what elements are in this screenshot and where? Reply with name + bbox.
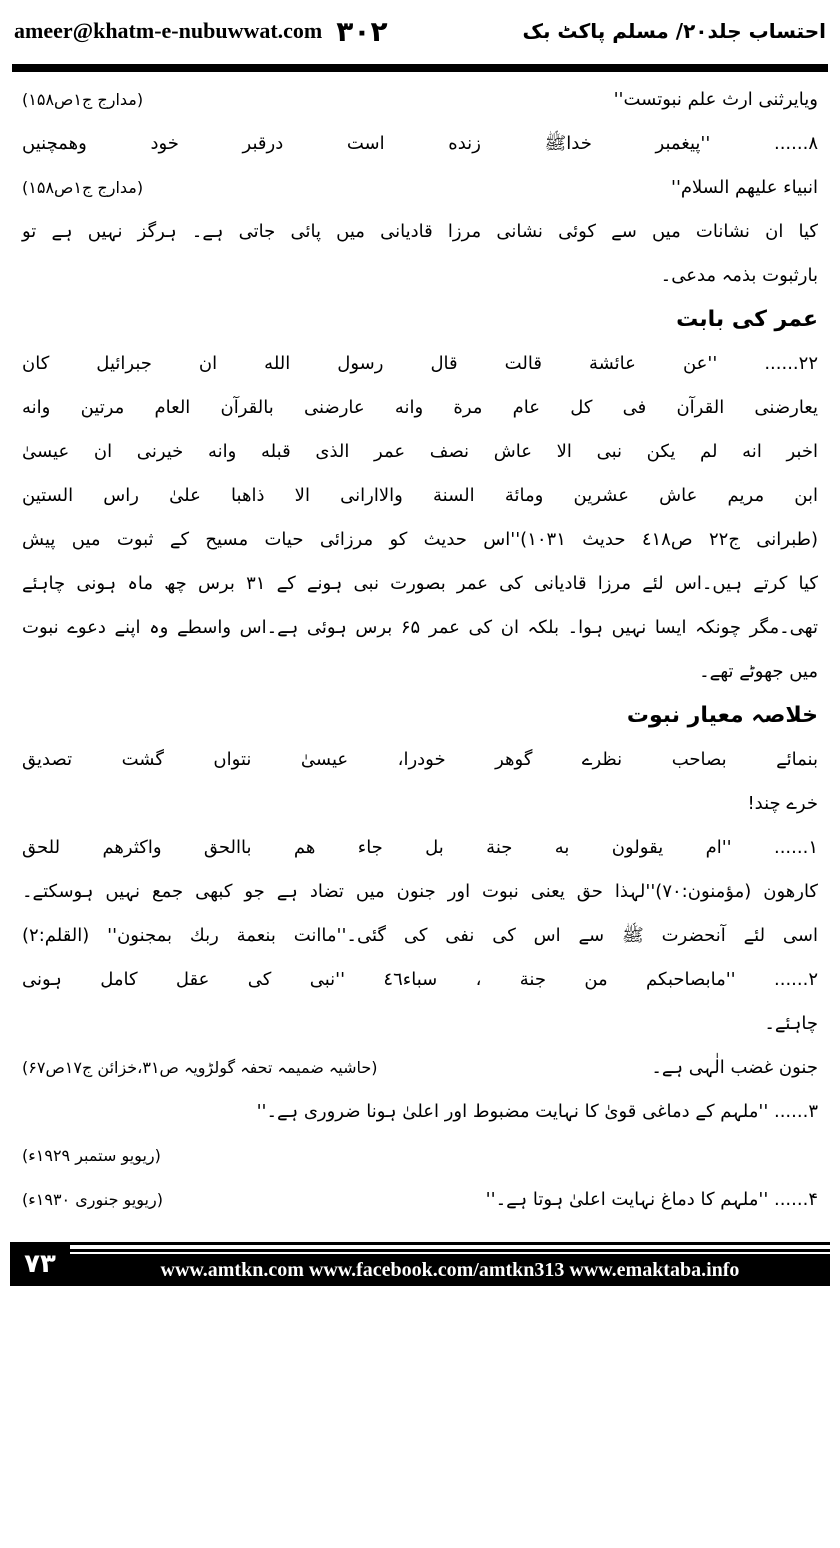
citation: (ریویو جنوری ۱۹۳۰ء) [22,1190,163,1209]
text-line [22,342,818,386]
line-text: خرے چند! [747,793,818,814]
footer-rules [70,1242,830,1252]
text-line [22,78,818,122]
line-text: ۴...... ''ملہم کا دماغ نہایت اعلیٰ ہوتا ہے۔'' [485,1189,818,1210]
text-line [22,826,818,870]
line-text: تھی۔مگر چونکہ ایسا نہیں ہوا۔ بلکہ ان کی عمر ۶۵ برس ہوئی ہے۔اس واسطے وہ اپنے دعوے نبوت [22,617,818,638]
text-line [22,1090,818,1134]
line-text: میں جھوٹے تھے۔ [699,661,818,682]
line-text: کیا کرتے ہیں۔اس لئے مرزا قادیانی کی عمر بصورت نبی ہونے کے ۳۱ برس چھ ماہ ہونی چاہئے [22,573,818,594]
footer-links: www.amtkn.com www.facebook.com/amtkn313 www.emaktaba.info [70,1254,830,1286]
line-text: اخبر انه لم یکن نبی الا عاش نصف عمر الذی قبله وانه خیرنی ان عیسیٰ [22,441,818,462]
book-title: احتساب جلد۲۰/ مسلم پاکٹ بک [522,19,826,43]
text-line [22,738,818,782]
text-line [22,1046,818,1090]
line-text: ۲۲...... ''عن عائشة قالت قال رسول الله ان جبرائیل کان [22,353,818,374]
footer-page-label: ۷۳ [10,1242,70,1286]
line-text: بنمائے بصاحب نظرے گوهر خودرا، عیسیٰ نتواں گشت تصدیق [22,749,818,770]
text-line [22,1134,818,1178]
line-text: ابن مریم عاش عشرین ومائة السنة والاارانی الا ذاهبا علیٰ راس الستین [22,485,818,506]
text-line [22,650,818,694]
line-text: ۱...... ''ام یقولون به جنة بل جاء هم باالحق واکثرهم للحق [22,837,818,858]
line-text: بارثبوت بذمہ مدعی۔ [660,265,818,286]
line-text: چاہئے۔ [764,1013,818,1034]
citation: (ریویو ستمبر ۱۹۲۹ء) [22,1146,161,1165]
text-line [22,474,818,518]
section-heading [22,298,818,342]
text-line [22,914,818,958]
text-line [22,782,818,826]
page-number: ۳۰۲ [336,14,388,48]
header-email: ameer@khatm-e-nubuwwat.com [14,18,323,43]
line-text: (طبرانی ج۲۲ ص٤١٨ حدیث ١٠٣١)''اس حدیث کو مرزائی حیات مسیح کے ثبوت میں پیش [22,529,819,550]
line-text: یعارضنی القرآن فی کل عام مرة وانه عارضنی بالقرآن العام مرتین وانه [22,397,818,418]
citation: (حاشیہ ضمیمہ تحفہ گولڑویہ ص۳۱،خزائن ج۱۷ص۶۷) [22,1058,378,1077]
text-line [22,606,818,650]
text-line [22,1002,818,1046]
text-line [22,254,818,298]
text-line [22,430,818,474]
line-text: ویایرثنی ارث علم نبوتست'' [613,89,818,110]
citation: (مدارج ج۱ص۱۵۸) [22,178,144,197]
line-text: کارهون (مؤمنون:۷۰)''لہذا حق یعنی نبوت اور جنون میں تضاد ہے جو کبھی جمع نہیں ہوسکتے۔ [22,881,818,902]
line-text: ۸...... ''پیغمبر خداﷺ زنده است درقبر خود وهمچنیں [22,133,818,154]
line-text: ۳...... ''ملہم کے دماغی قویٰ کا نہایت مضبوط اور اعلیٰ ہونا ضروری ہے۔'' [256,1101,818,1122]
text-line [22,122,818,166]
text-line [22,562,818,606]
line-text: اسی لئے آنحضرت ﷺ سے اس کی نفی کی گئی۔''ماانت بنعمة ربك بمجنون'' (القلم:۲) [22,925,818,946]
header-rule [12,64,828,72]
line-text: عمر کی بابت [676,307,818,332]
text-line [22,166,818,210]
text-line [22,386,818,430]
text-line [22,958,818,1002]
line-text: کیا ان نشانات میں سے کوئی نشانی مرزا قادیانی میں پائی جاتی ہے۔ ہرگز نہیں ہے تو [22,221,818,242]
text-line [22,1178,818,1222]
citation: (مدارج ج۱ص۱۵۸) [22,90,144,109]
text-line [22,518,818,562]
line-text: خلاصہ معیار نبوت [626,703,818,728]
text-line [22,210,818,254]
line-text: ۲...... ''مابصاحبكم من جنة ، سباء٤٦ ''نبی کی عقل کامل ہونی [22,969,818,990]
line-text: انبیاء علیهم السلام'' [671,177,818,198]
page-footer [10,1242,830,1286]
page-header [14,8,826,54]
page-body [22,78,818,1222]
line-text: جنون غضب الٰہی ہے۔ [651,1057,818,1078]
text-line [22,870,818,914]
section-heading [22,694,818,738]
